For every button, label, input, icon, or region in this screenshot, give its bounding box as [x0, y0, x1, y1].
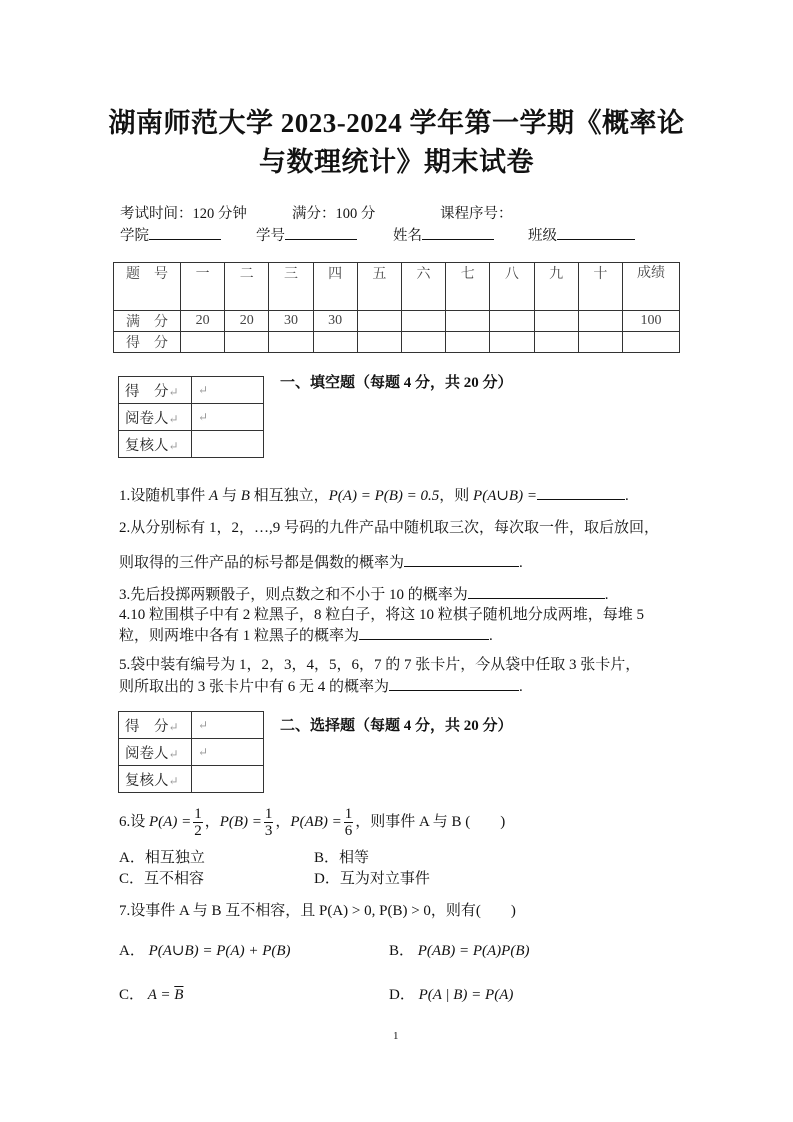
header-cell: 九: [534, 263, 578, 311]
option-6a[interactable]: A．相互独立: [119, 850, 205, 866]
score-label: 得 分: [125, 718, 169, 735]
score-label: 得 分: [125, 383, 169, 400]
header-cell: 成绩: [623, 263, 680, 311]
header-cell: 五: [357, 263, 401, 311]
question-4: 4.10 粒围棋子中有 2 粒黑子，8 粒白子，将这 10 粒棋子随机地分成两堆，每堆 5: [119, 607, 645, 623]
row-label: 得 分: [114, 332, 181, 353]
answer-blank[interactable]: [537, 485, 625, 500]
exam-time: 考试时间：120 分钟: [120, 206, 247, 222]
title-line-2: 与数理统计》期末试卷: [259, 147, 534, 177]
cell[interactable]: [623, 332, 680, 353]
question-2-cont: 则取得的三件产品的标号都是偶数的概率为 .: [119, 551, 523, 572]
cell: 20: [225, 311, 269, 332]
paragraph-mark: ↵: [198, 717, 209, 732]
paragraph-mark: ↵: [198, 382, 209, 397]
question-6: 6.设 P(A) = $\frac{1}{2}$ ，P(B) = $\frac{1}{3}$ ，P(AB) = $\frac{1}{6}$ ，则事件 A 与 B ( ): [119, 806, 506, 839]
college-field[interactable]: [120, 224, 221, 245]
cell[interactable]: [269, 332, 313, 353]
option-7a[interactable]: A． P(A∪B) = P(A) + P(B): [119, 943, 291, 959]
cell[interactable]: [357, 332, 401, 353]
paragraph-mark: ↵: [168, 384, 179, 399]
class-field[interactable]: [528, 224, 635, 245]
option-6b[interactable]: B．相等: [314, 850, 370, 866]
cell[interactable]: [578, 332, 622, 353]
score-table-header: [114, 263, 680, 311]
question-7: 7.设事件 A 与 B 互不相容，且 P(A) > 0, P(B) > 0，则有( ): [119, 903, 516, 919]
header-cell: 二: [225, 263, 269, 311]
cell[interactable]: [313, 332, 357, 353]
class-label: 班级: [528, 228, 557, 244]
question-1: 1.设随机事件 A 与 B 相互独立，P(A) = P(B) = 0.5，则 P(A∪B) = .: [119, 484, 629, 505]
option-7d[interactable]: D． P(A | B) = P(A): [389, 987, 514, 1003]
paragraph-mark: ↵: [198, 744, 209, 759]
cell[interactable]: [446, 332, 490, 353]
student-id-field[interactable]: [256, 224, 357, 245]
header-cell: 十: [578, 263, 622, 311]
cell[interactable]: [534, 332, 578, 353]
option-7c[interactable]: C． $A = \overline{B}$: [119, 987, 184, 1003]
title-line-1: 湖南师范大学 2023-2024 学年第一学期《概率论: [108, 108, 685, 138]
reviewer-label: 阅卷人: [125, 745, 169, 762]
paragraph-mark: ↵: [168, 746, 179, 761]
cell: 30: [269, 311, 313, 332]
cell: [578, 311, 622, 332]
cell: [534, 311, 578, 332]
paragraph-mark: ↵: [198, 409, 209, 424]
page-number: 1: [393, 1030, 399, 1042]
answer-blank[interactable]: [468, 584, 605, 599]
question-4-cont: 粒，则两堆中各有 1 粒黑子的概率为 .: [119, 624, 493, 645]
header-cell: 一: [181, 263, 225, 311]
option-6c[interactable]: C．互不相容: [119, 871, 205, 887]
checker-label: 复核人: [125, 437, 169, 454]
cell: 20: [181, 311, 225, 332]
student-id-label: 学号: [256, 228, 285, 244]
header-cell: 四: [313, 263, 357, 311]
cell: 30: [313, 311, 357, 332]
cell: 100: [623, 311, 680, 332]
answer-blank[interactable]: [359, 625, 489, 640]
option-6d[interactable]: D．互为对立事件: [314, 871, 430, 887]
cell: [357, 311, 401, 332]
question-2: 2.从分别标有 1，2，…,9 号码的九件产品中随机取三次，每次取一件，取后放回，: [119, 520, 660, 536]
grader-table-1: [118, 376, 264, 458]
option-7b[interactable]: B． P(AB) = P(A)P(B): [389, 943, 530, 959]
score-table: [113, 262, 680, 353]
reviewer-label: 阅卷人: [125, 410, 169, 427]
checker-label: 复核人: [125, 772, 169, 789]
name-field[interactable]: [393, 224, 494, 245]
cell: [490, 311, 534, 332]
header-cell: 六: [401, 263, 445, 311]
question-5: 5.袋中装有编号为 1，2，3，4，5，6，7 的 7 张卡片，今从袋中任取 3 张卡片，: [119, 657, 641, 673]
cell[interactable]: [225, 332, 269, 353]
question-5-cont: 则所取出的 3 张卡片中有 6 无 4 的概率为 .: [119, 675, 523, 696]
name-label: 姓名: [393, 228, 422, 244]
got-score-row: [114, 332, 680, 353]
header-cell: 三: [269, 263, 313, 311]
answer-blank[interactable]: [389, 676, 519, 691]
section1-heading: 一、填空题（每题 4 分，共 20 分）: [280, 375, 513, 391]
full-score-row: [114, 311, 680, 332]
cell[interactable]: [401, 332, 445, 353]
full-score: 满分：100 分: [292, 206, 376, 222]
question-3: 3.先后投掷两颗骰子，则点数之和不小于 10 的概率为 .: [119, 583, 609, 604]
course-number-label: 课程序号：: [440, 206, 513, 222]
paragraph-mark: ↵: [168, 438, 179, 453]
cell[interactable]: [490, 332, 534, 353]
paragraph-mark: ↵: [168, 719, 179, 734]
header-cell: 题 号: [114, 263, 181, 311]
row-label: 满 分: [114, 311, 181, 332]
cell[interactable]: [181, 332, 225, 353]
section2-heading: 二、选择题（每题 4 分，共 20 分）: [280, 718, 513, 734]
grader-table-2: [118, 711, 264, 793]
cell: [446, 311, 490, 332]
cell: [401, 311, 445, 332]
college-label: 学院: [120, 228, 149, 244]
paragraph-mark: ↵: [168, 411, 179, 426]
paragraph-mark: ↵: [168, 773, 179, 788]
answer-blank[interactable]: [404, 552, 519, 567]
header-cell: 八: [490, 263, 534, 311]
header-cell: 七: [446, 263, 490, 311]
